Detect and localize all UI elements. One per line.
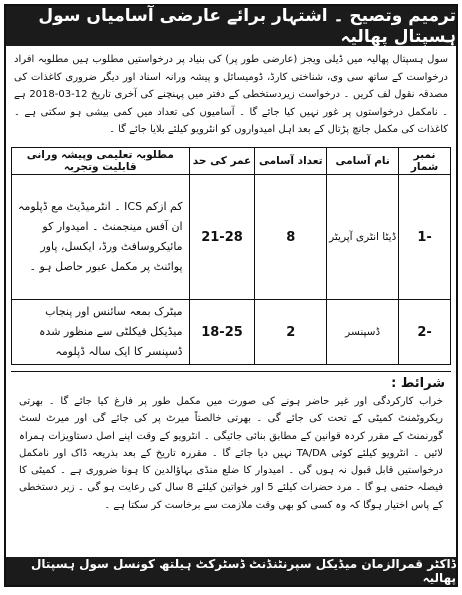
header-post: نام آسامی: [327, 148, 399, 175]
row-serial: 1-: [399, 175, 451, 300]
ad-title: ترمیم وتصیح ۔ اشتہار برائے عارضی آسامیاں سول ہسپتال پھالیہ: [38, 6, 456, 47]
table-row: [12, 300, 451, 365]
row-age: 21-28: [189, 175, 255, 300]
row-post: ڈسپنسر: [327, 300, 399, 365]
header-age: عمر کی حد: [189, 148, 255, 175]
signatory: ڈاکٹر قمرالزمان میڈیکل سپرنٹنڈنٹ ڈسٹرکٹ ہیلتھ کونسل سول ہسپتال پھالیہ: [30, 557, 456, 585]
header-qualification: مطلوبہ تعلیمی وپیشہ ورانی قابلیت وتجربہ: [12, 148, 190, 175]
vacancies-table: [11, 147, 451, 365]
ad-footer: [6, 557, 456, 585]
row-qualification: کم ازکم ICS ۔ انٹرمیڈیٹ مع ڈپلومہ ان آفس مینجمنٹ ۔ امیدوار کو مائیکروسافٹ ورڈ، ایکسل، پاور پوائنٹ پر مکمل عبور حاصل ہو ۔: [12, 175, 190, 300]
row-age: 18-25: [189, 300, 255, 365]
row-count: 8: [255, 175, 327, 300]
header-serial: نمبر شمار: [399, 148, 451, 175]
ad-header: [6, 6, 456, 46]
intro-paragraph: سول ہسپتال پھالیہ میں ڈیلی ویجز (عارضی طور پر) کی بنیاد پر درخواستیں مطلوب ہیں مطلوبہ افراد درخواست کے ساتھ سی وی، شناختی کارڈ، ڈومیسائل و پیشہ ورانہ اسناد اور دیگر ضروری کاغذات کی مصدقہ نقول لف کریں ۔ درخواست زیردستخطی کے دفتر میں پہنچنے کی آخری تاریخ 12-03-2018 ہے ۔ نامکمل درخواستوں پر غور نہیں کیا جائے گا ۔ آسامیوں کی تعداد میں کمی بیشی ہو سکتی ہے ۔ کاغذات کی مکمل جانچ پڑتال کے بعد اہل امیدواروں کو انٹرویو کیلئے بلایا جائے گا ۔: [14, 54, 448, 135]
conditions-text: خراب کارکردگی اور غیر حاضر ہونے کی صورت میں مکمل طور پر فارغ کیا جائے گا ۔ بھرتی ریکروٹمنٹ کمیٹی کے تحت کی جائے گی ۔ بھرتی خالصتاً میرٹ پر کی جائے گی اور میرٹ لسٹ گورنمنٹ کے مقرر کردہ قوانین کے مطابق بنائی جائیگی ۔ انٹرویو کے وقت اپنے اصل دستاویزات ہمراہ لائیں ۔ انٹرویو کیلئے کوئی TA/DA نہیں دیا جائے گا ۔ مقررہ تاریخ کے بعد بذریعہ ڈاک اور نامکمل درخواستیں قابل قبول نہ ہوں گی ۔ امیدوار کا ضلع منڈی بہاؤالدین کا ہونا ضروری ہے ۔ کمیٹی کا فیصلہ حتمی ہو گا ۔ مرد حضرات کیلئے 5 اور خواتین کیلئے 8 سال کی رعایت ہو گی ۔ زیر دستخطی کے پاس اختیار ہوگا کہ وہ کسی کو بھی وقت ملازمت سے برخاست کر سکتا ہے ۔: [19, 396, 444, 511]
table-header-row: [12, 148, 451, 175]
advertisement-page: [4, 4, 458, 587]
row-count: 2: [255, 300, 327, 365]
table-row: [12, 175, 451, 300]
conditions-title: شرائط :: [391, 376, 445, 391]
row-serial: 2-: [399, 300, 451, 365]
row-post: ڈیٹا انٹری آپریٹر: [327, 175, 399, 300]
header-count: تعداد آسامی: [255, 148, 327, 175]
conditions-section: [11, 371, 451, 551]
row-qualification: میٹرک بمعہ سائنس اور پنجاب میڈیکل فیکلٹی سے منظور شدہ ڈسپنسر کا ایک سالہ ڈپلومہ: [12, 300, 190, 365]
